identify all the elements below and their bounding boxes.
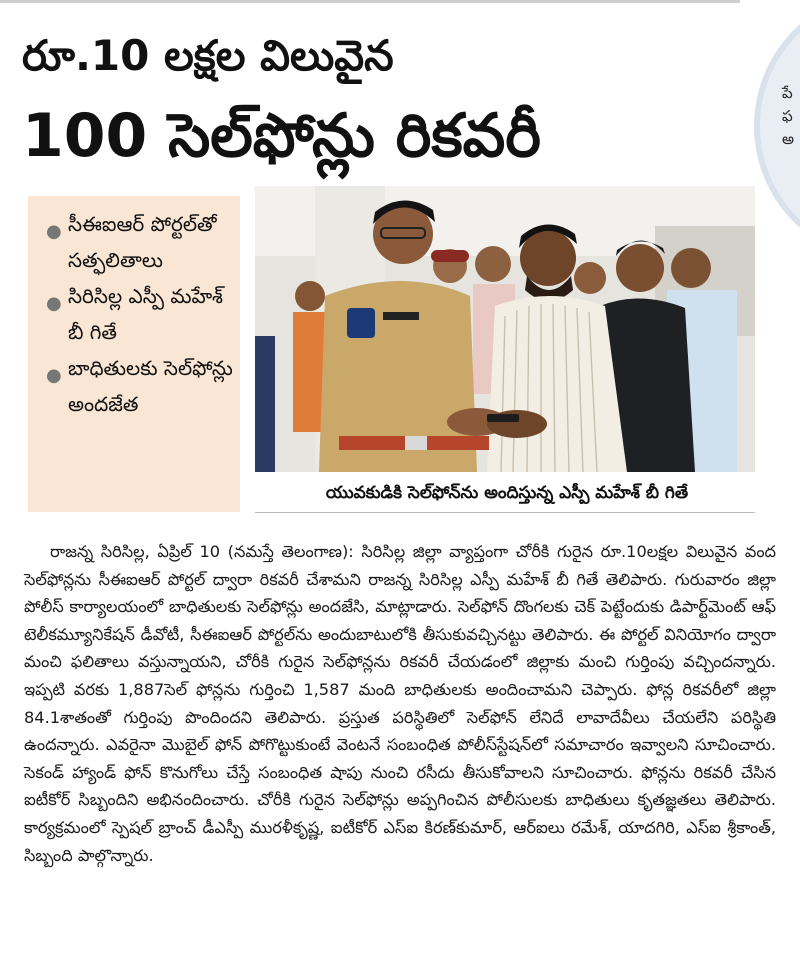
article-paragraph: రాజన్న సిరిసిల్ల, ఏప్రిల్ 10 (నమస్తే తెలంగాణ): సిరిసిల్ల జిల్లా వ్యాప్తంగా చోరీకి గురైన రూ.10లక్షల విలువైన వంద సెల్‌ఫోన్లను సీఈఐఆర్ పోర్టల్ ద్వారా రికవరీ చేశామని రాజన్న సిరిసిల్ల ఎస్పీ మహేశ్ బీ గితే తెలిపారు. గురువారం జిల్లా పోలీస్ కార్యాలయంలో బాధితులకు సెల్‌ఫోన్లు అందజేసి, మాట్లాడారు. సెల్‌ఫోన్ దొంగలకు చెక్ పెట్టేందుకు డిపార్ట్‌మెంట్ ఆఫ్ టెలీకమ్యూనికేషన్ డీవోటీ, సీఈఐఆర్ పోర్టల్‌ను అందుబాటులోకి తీసుకువచ్చినట్టు తెలిపారు. ఈ పోర్టల్ వినియోగం ద్వారా మంచి ఫలితాలు వస్తున్నాయని, చోరీకి గురైన సెల్‌ఫోన్లను రికవరీ చేయడంలో జిల్లాకు మంచి గుర్తింపు వచ్చిందన్నారు. ఇప్పటి వరకు 1,887సెల్ ఫోన్లను గుర్తించి 1,587 మంది బాధితులకు అందించామని చెప్పారు. ఫోన్ల రికవరీలో జిల్లా 84.1శాతంతో గుర్తింపు పొందిందని తెలిపారు. ప్రస్తుత పరిస్థితిలో సెల్‌ఫోన్ లేనిదే లావాదేవీలు చేయలేని పరిస్థితి ఉందన్నారు. ఎవరైనా మొబైల్ ఫోన్ పోగొట్టుకుంటే వెంటనే సంబంధిత పోలీస్‌స్టేషన్‌లో సమాచారం ఇవ్వాలని సూచించారు. సెకండ్ హ్యాండ్ ఫోన్ కొనుగోలు చేస్తే సంబంధిత షాపు నుంచి రసీదు తీసుకోవాలని సూచించారు. ఫోన్లను రికవరీ చేసిన ఐటీకోర్ సిబ్బందిని అభినందించారు. చోరీకి గురైన సెల్‌ఫోన్లు అప్పగించిన పోలీసులకు బాధితులు కృతజ్ఞతలు తెలిపారు. కార్యక్రమంలో స్పెషల్ బ్రాంచ్ డీఎస్పీ మురళీకృష్ణ, ఐటీకోర్ ఎస్ఐ కిరణ్‌కుమార్, ఆర్ఐలు రమేశ్, యాదగిరి, ఎస్ఐ శ్రీకాంత్, సిబ్బంది పాల్గొన్నారు.: [24, 542, 776, 865]
bullet-icon: ●: [46, 365, 62, 386]
highlight-text: సిరిసిల్ల ఎస్పీ మహేశ్ బీ గితే: [68, 284, 223, 344]
side-fragment: అ: [782, 130, 795, 148]
caption-divider: [255, 512, 755, 513]
highlight-item: [44, 206, 240, 278]
photo-caption: యువకుడికి సెల్‌ఫోన్‌ను అందిస్తున్న ఎస్పీ మహేశ్ బీ గితే: [325, 483, 689, 503]
headline-kicker: రూ.10 లక్షల విలువైన: [22, 31, 394, 80]
article-body: [24, 538, 776, 869]
highlight-item: [44, 278, 240, 350]
adjacent-article-text: [782, 82, 800, 151]
bullet-icon: ●: [46, 293, 62, 314]
photo-illustration: [255, 186, 755, 472]
top-rule: [0, 0, 740, 3]
highlight-text: సీఈఐఆర్ పోర్టల్‌తో సత్ఫలితాలు: [68, 212, 217, 272]
highlight-text: బాధితులకు సెల్‌ఫోన్లు అందజేత: [68, 356, 233, 416]
highlights-list: [28, 196, 240, 422]
headline-main: 100 సెల్‌ఫోన్లు రికవరీ: [22, 101, 541, 171]
highlight-item: [44, 350, 240, 422]
highlights-box: [28, 196, 240, 512]
bullet-icon: ●: [46, 221, 62, 242]
side-fragment: పే: [782, 84, 793, 102]
side-fragment: ఫ: [782, 107, 793, 125]
news-photo: [255, 186, 755, 472]
phone-handover: [447, 408, 547, 438]
